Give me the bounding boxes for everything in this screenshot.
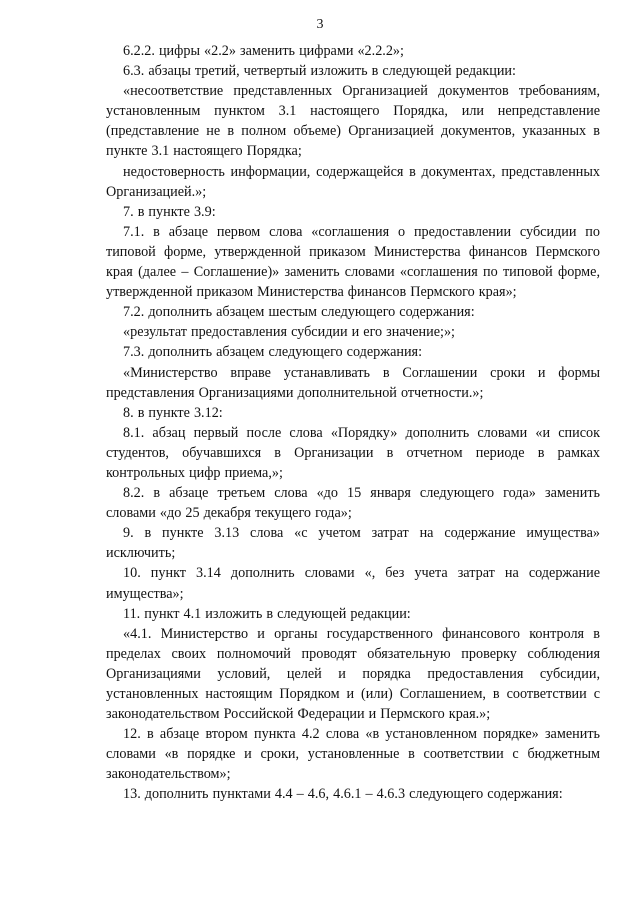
- paragraph: «несоответствие представленных Организацией документов требованиям, установленным пунктом 3.1 настоящего Порядка, или непредставление (представление не в полном объеме) Организацией документов, указанных в пункте 3.1 настоящего Порядка;: [106, 83, 600, 160]
- paragraph: 12. в абзаце втором пункта 4.2 слова «в установленном порядке» заменить словами «в порядке и сроки, установленные в соответствии с бюджетным законодательством»;: [106, 726, 600, 783]
- paragraph: 9. в пункте 3.13 слова «с учетом затрат на содержание имущества» исключить;: [106, 525, 600, 562]
- page-number: 3: [316, 17, 324, 32]
- paragraph: 7.1. в абзаце первом слова «соглашения о предоставлении субсидии по типовой форме, утвержденной приказом Министерства финансов Пермского края (далее – Соглашение)» заменить словами «соглашения по типовой форме, утвержденной приказом Министерства финансов Пермского края»;: [106, 223, 600, 301]
- document-body: [106, 41, 600, 805]
- paragraph: «результат предоставления субсидии и его значение;»;: [123, 324, 456, 341]
- paragraph: 11. пункт 4.1 изложить в следующей редакции:: [123, 605, 411, 622]
- paragraph: 8. в пункте 3.12:: [123, 404, 223, 421]
- paragraph: «Министерство вправе устанавливать в Соглашении сроки и формы представления Организациями дополнительной отчетности.»;: [106, 364, 600, 401]
- paragraph: «4.1. Министерство и органы государственного финансового контроля в пределах своих полномочий проводят обязательную проверку соблюдения Организациями условий, целей и порядка предоставления субсидии, установленных настоящим Порядком и (или) Соглашением, в соответствии с законодательством Российской Федерации и Пермского края.»;: [106, 625, 600, 723]
- paragraph: 7.3. дополнить абзацем следующего содержания:: [123, 344, 423, 361]
- paragraph: недостоверность информации, содержащейся в документах, представленных Организацией.»;: [106, 163, 600, 200]
- paragraph: 13. дополнить пунктами 4.4 – 4.6, 4.6.1 – 4.6.3 следующего содержания:: [123, 786, 563, 803]
- paragraph: 7.2. дополнить абзацем шестым следующего содержания:: [123, 304, 475, 321]
- paragraph: 10. пункт 3.14 дополнить словами «, без учета затрат на содержание имущества»;: [106, 565, 600, 602]
- paragraph: 8.2. в абзаце третьем слова «до 15 января следующего года» заменить словами «до 25 декабря текущего года»;: [106, 485, 600, 522]
- paragraph: 7. в пункте 3.9:: [123, 203, 216, 220]
- paragraph: 8.1. абзац первый после слова «Порядку» дополнить словами «и список студентов, обучавшихся в Организации в отчетном периоде в рамках контрольных цифр приема,»;: [106, 424, 600, 481]
- paragraph: 6.3. абзацы третий, четвертый изложить в следующей редакции:: [123, 63, 516, 80]
- paragraph: 6.2.2. цифры «2.2» заменить цифрами «2.2.2»;: [123, 43, 404, 59]
